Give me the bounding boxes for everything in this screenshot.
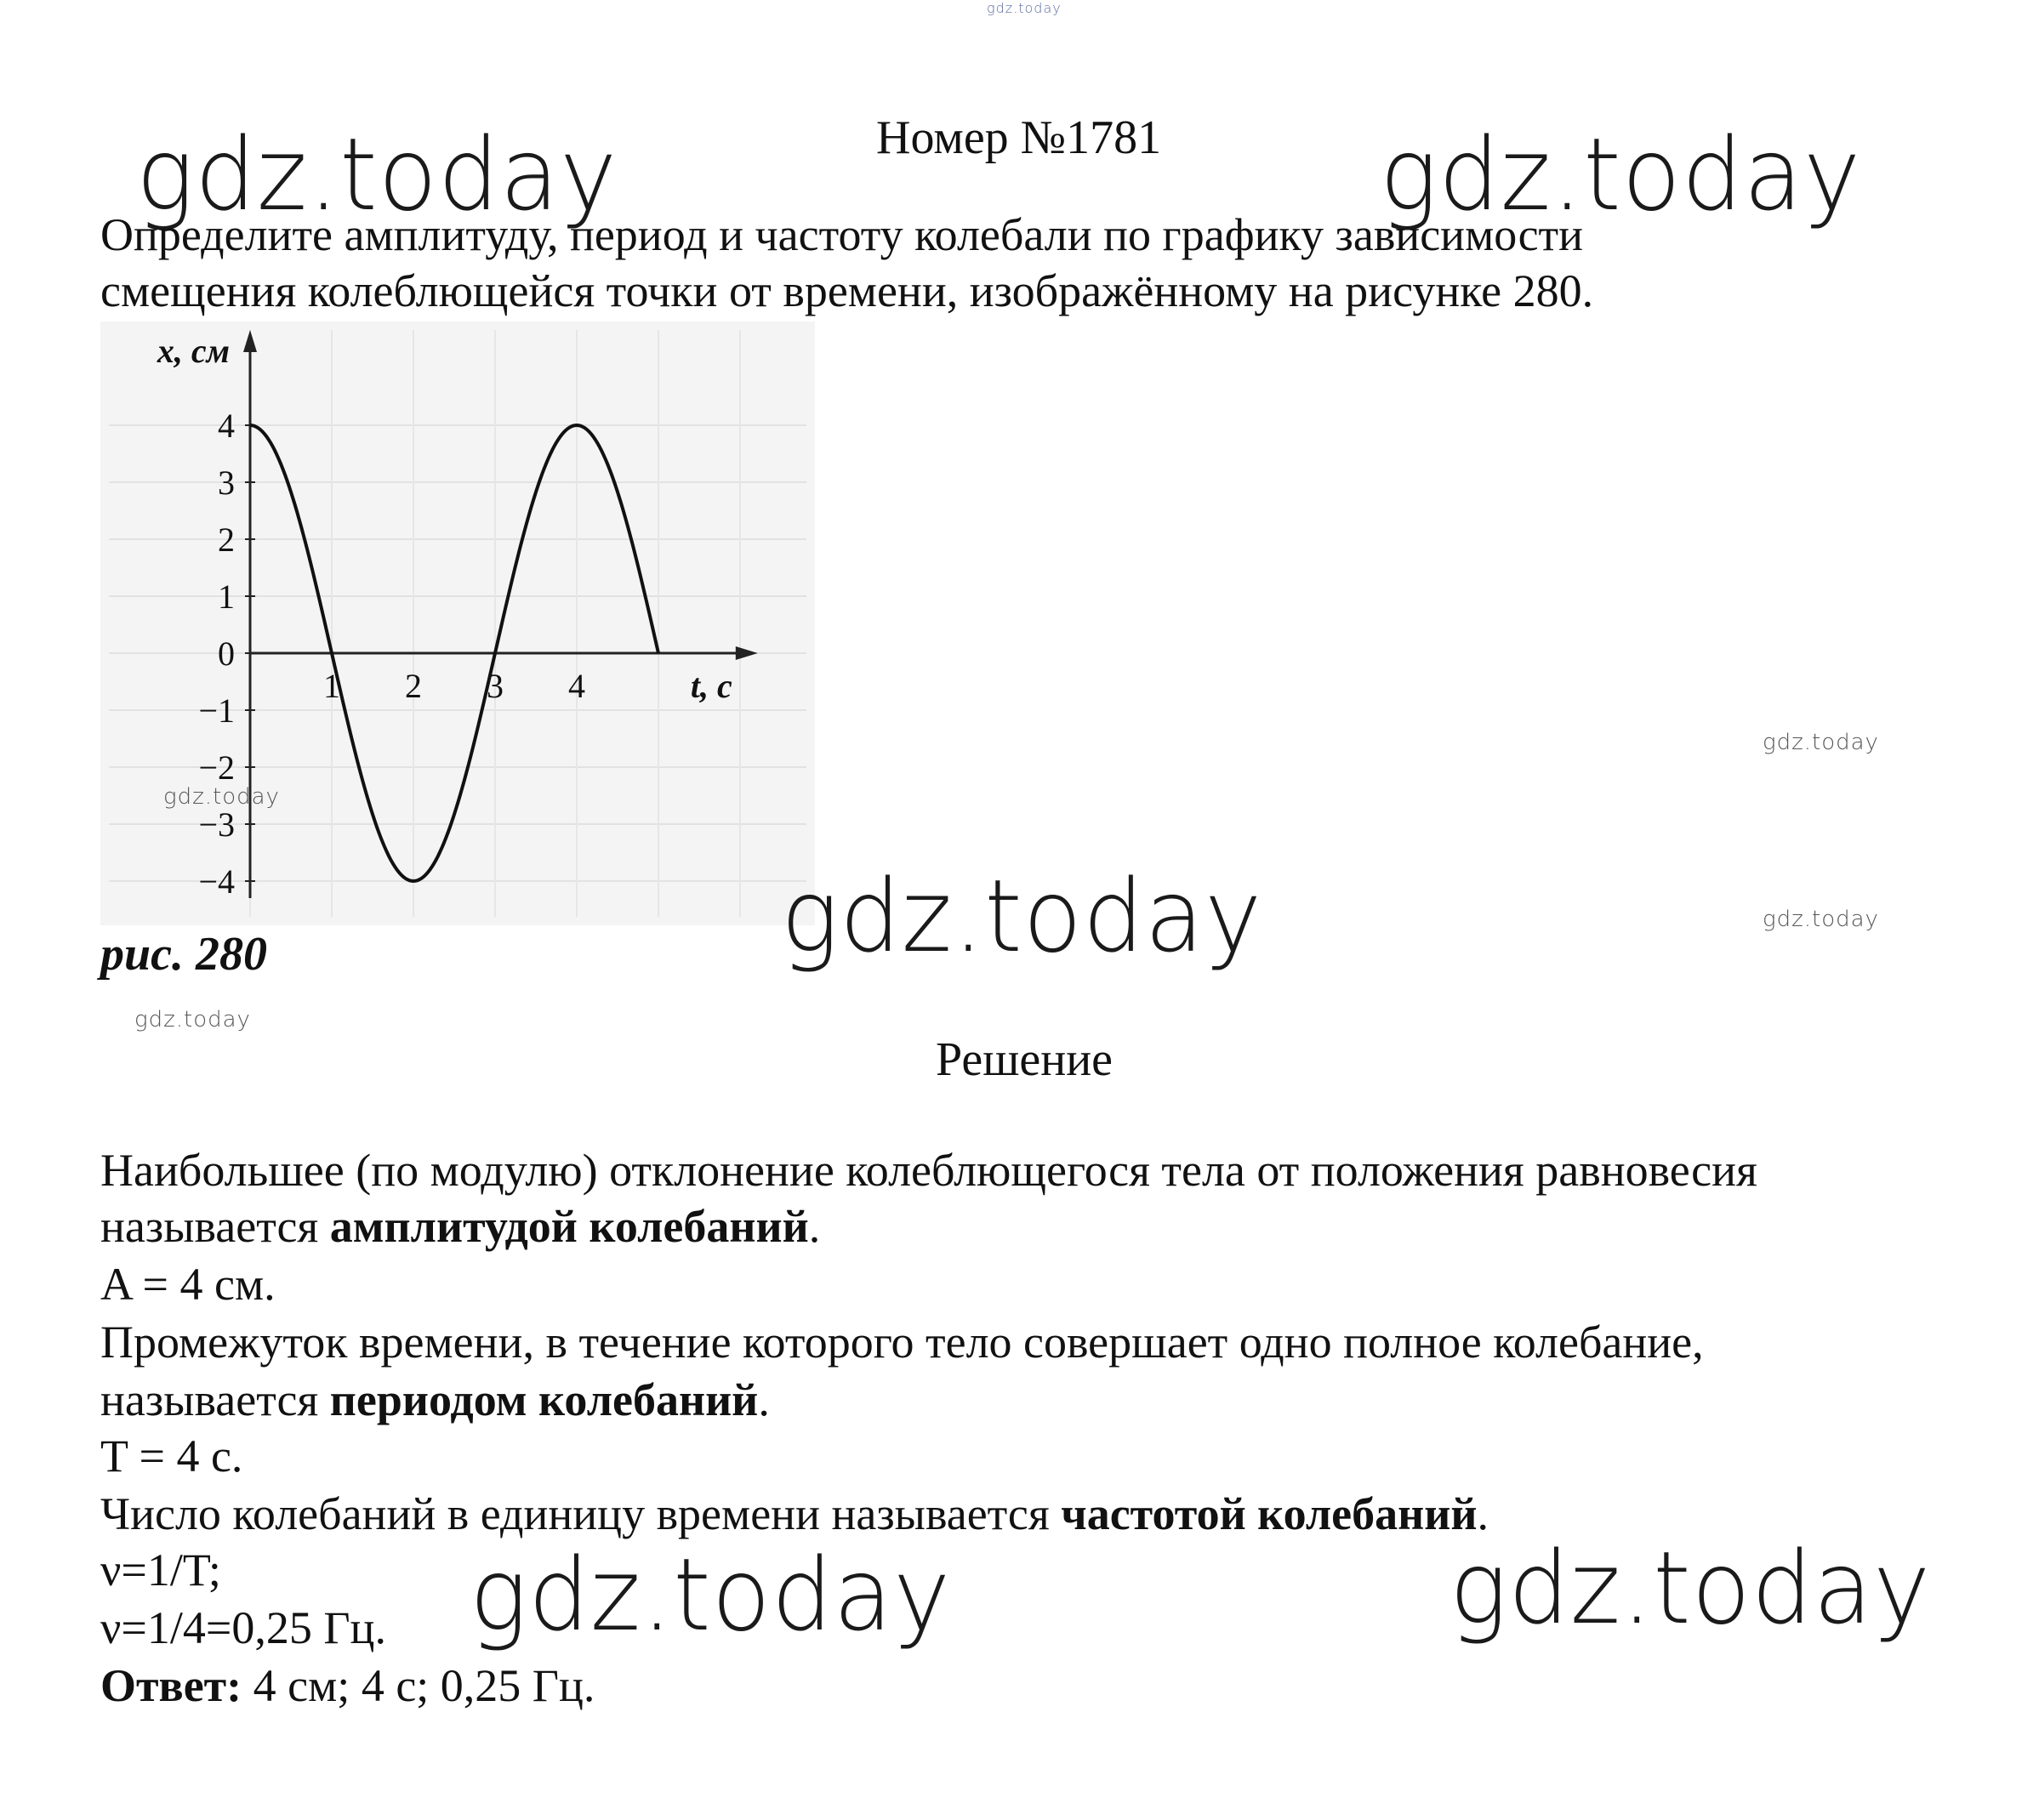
frequency-formula: ν=1/T; bbox=[100, 1544, 221, 1595]
solution-title: Решение bbox=[936, 1033, 1113, 1086]
term-frequency: частотой колебаний bbox=[1061, 1488, 1478, 1539]
answer-text: 4 см; 4 с; 0,25 Гц. bbox=[242, 1660, 595, 1711]
text-fragment: называется bbox=[100, 1374, 330, 1425]
period-value: T = 4 с. bbox=[100, 1430, 243, 1482]
x-tick-label: 2 bbox=[405, 667, 422, 705]
watermark-figure: gdz.today bbox=[163, 784, 280, 810]
text-fragment: . bbox=[758, 1374, 770, 1425]
watermark-right-1: gdz.today bbox=[1763, 730, 1879, 755]
solution-p2-line2 bbox=[100, 1371, 770, 1429]
oscillation-graph bbox=[100, 321, 815, 925]
watermark-big-top-right: gdz.today bbox=[1380, 116, 1862, 233]
y-tick-label: −1 bbox=[198, 691, 235, 730]
term-period: периодом колебаний bbox=[329, 1374, 759, 1425]
page-title: Номер №1781 bbox=[876, 111, 1162, 164]
watermark-left: gdz.today bbox=[134, 1007, 251, 1032]
text-fragment: . bbox=[808, 1201, 821, 1252]
problem-line-2: смещения колеблющейся точки от времени, изображённому на рисунке 280. bbox=[100, 265, 1594, 316]
watermark-big-bottom-right: gdz.today bbox=[1450, 1529, 1932, 1647]
watermark-top: gdz.today bbox=[987, 0, 1062, 16]
x-tick-label: 4 bbox=[568, 667, 585, 705]
amplitude-value: A = 4 см. bbox=[100, 1259, 276, 1310]
text-fragment: Число колебаний в единицу времени называется bbox=[100, 1488, 1062, 1539]
y-tick-label: −3 bbox=[198, 805, 235, 844]
solution-p3 bbox=[100, 1485, 1489, 1543]
x-tick-label: 1 bbox=[323, 667, 340, 705]
answer-label: Ответ: bbox=[100, 1660, 242, 1711]
y-tick-label: 2 bbox=[218, 520, 235, 559]
solution-p2-line1: Промежуток времени, в течение которого тело совершает одно полное колебание, bbox=[100, 1317, 1704, 1368]
y-tick-label: 3 bbox=[218, 464, 235, 502]
watermark-big-center: gdz.today bbox=[781, 857, 1263, 975]
x-axis-label: t, с bbox=[690, 667, 732, 705]
y-tick-label: −4 bbox=[198, 862, 235, 901]
text-fragment: . bbox=[1477, 1488, 1489, 1539]
text-fragment: называется bbox=[100, 1201, 330, 1252]
solution-p1-line1: Наибольшее (по модулю) отклонение колеблющегося тела от положения равновесия bbox=[100, 1145, 1757, 1196]
solution-p1-line2 bbox=[100, 1197, 820, 1255]
watermark-big-bottom-left: gdz.today bbox=[470, 1536, 952, 1653]
y-axis-label: x, см bbox=[157, 332, 230, 370]
problem-line-1: Определите амплитуду, период и частоту колебали по графику зависимости bbox=[100, 209, 1584, 260]
y-tick-label: 4 bbox=[218, 407, 235, 445]
frequency-calc: ν=1/4=0,25 Гц. bbox=[100, 1602, 386, 1653]
term-amplitude: амплитудой колебаний bbox=[329, 1201, 809, 1252]
y-tick-label: 1 bbox=[218, 577, 235, 616]
y-tick-label: −2 bbox=[198, 748, 235, 787]
figure-caption: рис. 280 bbox=[100, 928, 267, 981]
watermark-big-top-left: gdz.today bbox=[136, 116, 618, 233]
answer-line bbox=[100, 1657, 595, 1715]
x-tick-label: 3 bbox=[487, 667, 504, 705]
watermark-right-2: gdz.today bbox=[1763, 907, 1879, 932]
y-tick-label: 0 bbox=[218, 634, 235, 673]
